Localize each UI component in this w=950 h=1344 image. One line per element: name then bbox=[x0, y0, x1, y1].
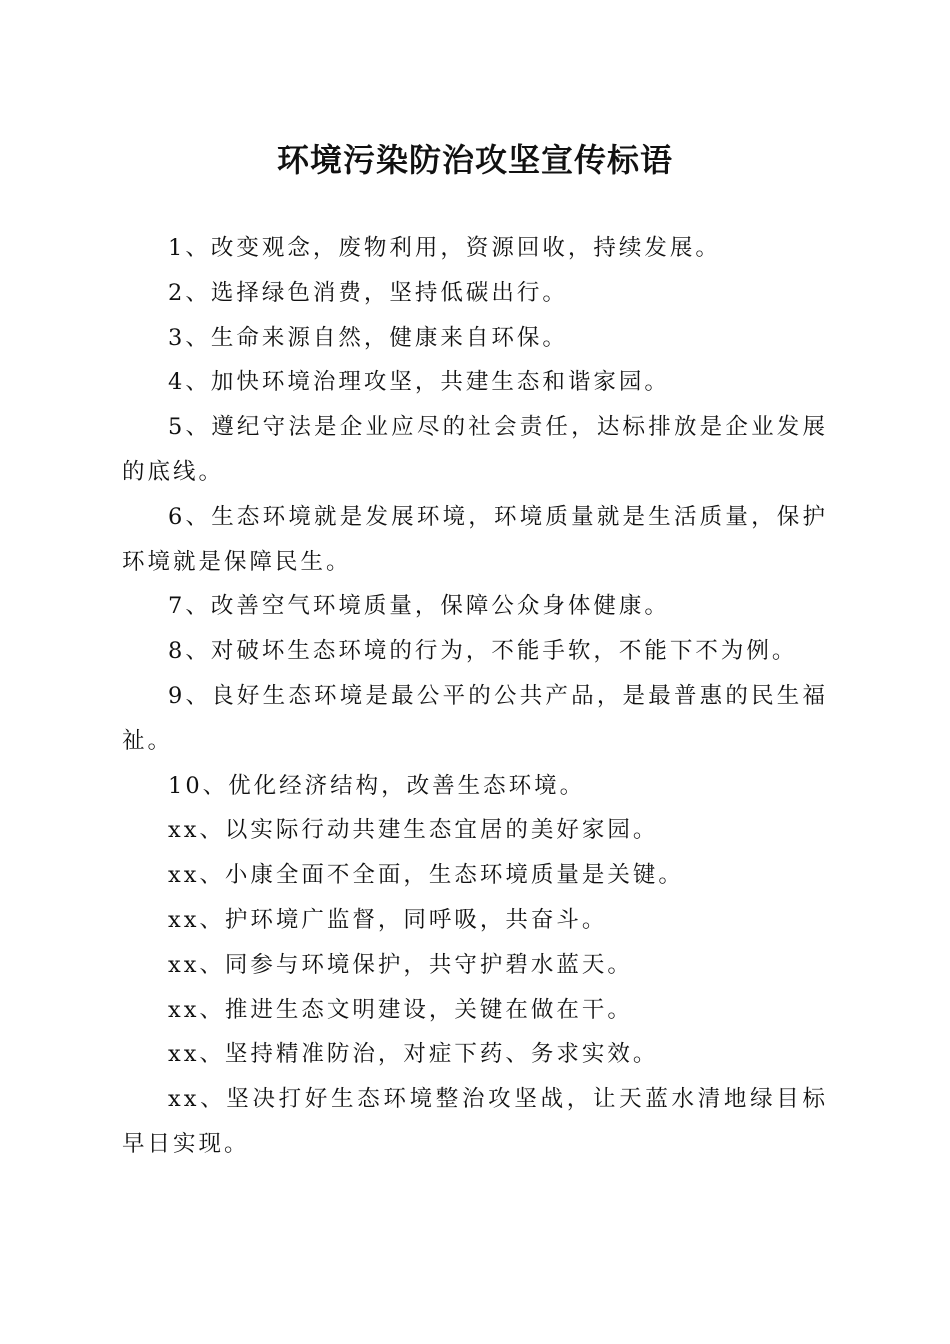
slogan-item-17: xx、坚决打好生态环境整治攻坚战，让天蓝水清地绿目标早日实现。 bbox=[122, 1086, 828, 1157]
slogan-item-9: 9、良好生态环境是最公平的公共产品，是最普惠的民生福祉。 bbox=[122, 682, 828, 754]
slogan-item-15: xx、推进生态文明建设，关键在做在干。 bbox=[168, 996, 633, 1023]
slogan-item-5: 5、遵纪守法是企业应尽的社会责任，达标排放是企业发展的底线。 bbox=[122, 414, 828, 485]
slogan-item-16: xx、坚持精准防治，对症下药、务求实效。 bbox=[168, 1041, 659, 1068]
slogan-item-4: 4、加快环境治理攻坚，共建生态和谐家园。 bbox=[168, 369, 670, 396]
slogan-item-13: xx、护环境广监督，同呼吸，共奋斗。 bbox=[168, 906, 608, 933]
slogan-item-2: 2、选择绿色消费，坚持低碳出行。 bbox=[168, 279, 568, 306]
slogan-item-3: 3、生命来源自然，健康来自环保。 bbox=[168, 324, 568, 351]
slogan-item-1: 1、改变观念，废物利用，资源回收，持续发展。 bbox=[168, 235, 721, 261]
slogan-item-12: xx、小康全面不全面，生态环境质量是关键。 bbox=[168, 862, 684, 889]
slogan-item-11: xx、以实际行动共建生态宜居的美好家园。 bbox=[168, 817, 659, 844]
slogan-item-10: 10、优化经济结构，改善生态环境。 bbox=[168, 772, 586, 799]
document-title: 环境污染防治攻坚宣传标语 bbox=[276, 141, 673, 179]
slogan-item-8: 8、对破坏生态环境的行为，不能手软，不能下不为例。 bbox=[168, 638, 798, 665]
slogan-list bbox=[122, 226, 828, 1167]
slogan-item-14: xx、同参与环境保护，共守护碧水蓝天。 bbox=[168, 951, 633, 978]
slogan-item-7: 7、改善空气环境质量，保障公众身体健康。 bbox=[168, 593, 670, 620]
slogan-item-6: 6、生态环境就是发展环境，环境质量就是生活质量，保护环境就是保障民生。 bbox=[122, 503, 828, 575]
